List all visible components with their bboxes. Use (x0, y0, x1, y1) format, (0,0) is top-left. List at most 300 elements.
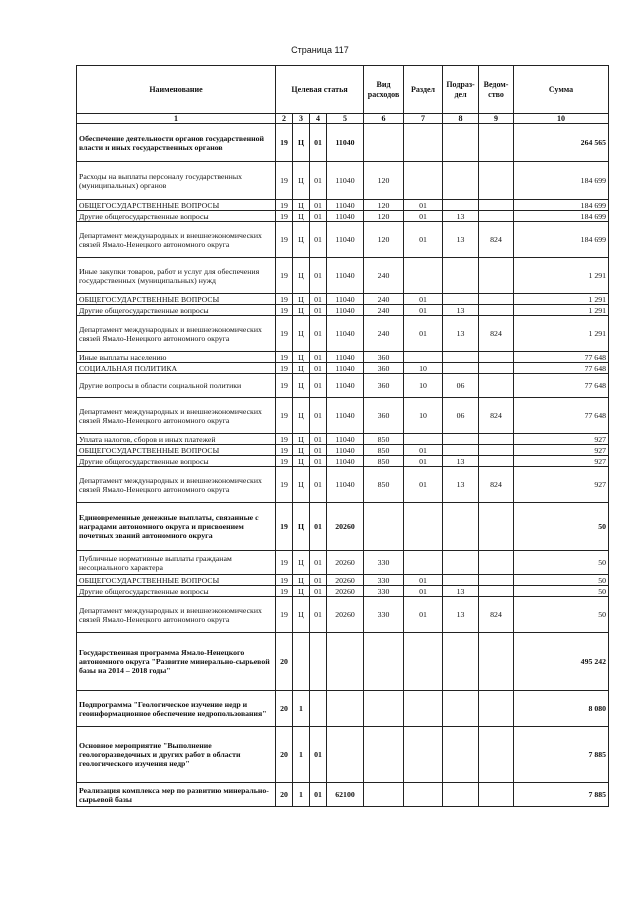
cell-target-code: 11040 (327, 467, 364, 503)
cell-target-code: 20260 (327, 597, 364, 633)
table-row (77, 294, 609, 305)
cell-target-event (310, 633, 327, 691)
cell-name: Другие общегосударственные вопросы (77, 456, 276, 467)
cell-target-program: 19 (276, 222, 293, 258)
cell-target-program: 19 (276, 316, 293, 352)
cell-vid: 360 (364, 363, 404, 374)
cell-target-subprogram: Ц (293, 305, 310, 316)
cell-target-event: 01 (310, 398, 327, 434)
cell-sum: 927 (514, 456, 609, 467)
cell-target-code (327, 633, 364, 691)
cell-vedomstvo (479, 363, 514, 374)
cell-target-subprogram: Ц (293, 352, 310, 363)
cell-vedomstvo (479, 633, 514, 691)
cell-target-event: 01 (310, 222, 327, 258)
cell-target-code: 11040 (327, 374, 364, 398)
cell-name: Расходы на выплаты персоналу государственных (муниципальных) органов (77, 162, 276, 200)
cell-target-program: 19 (276, 597, 293, 633)
cell-sum: 927 (514, 434, 609, 445)
table-row (77, 352, 609, 363)
cell-vid: 360 (364, 352, 404, 363)
cell-sum: 50 (514, 575, 609, 586)
cell-name: Департамент международных и внешнеэкономических связей Ямало-Ненецкого автономного округа (77, 222, 276, 258)
cell-vedomstvo (479, 258, 514, 294)
cell-podrazdel: 13 (443, 316, 479, 352)
cell-razdel: 10 (404, 398, 443, 434)
cell-target-subprogram: Ц (293, 211, 310, 222)
cell-razdel: 01 (404, 575, 443, 586)
cell-target-program: 19 (276, 162, 293, 200)
cell-target-code: 11040 (327, 124, 364, 162)
table-row (77, 200, 609, 211)
col-number: 3 (293, 114, 310, 124)
cell-vedomstvo (479, 434, 514, 445)
cell-vedomstvo (479, 551, 514, 575)
cell-razdel (404, 162, 443, 200)
cell-sum: 50 (514, 503, 609, 551)
cell-target-program: 19 (276, 200, 293, 211)
cell-vid (364, 503, 404, 551)
cell-target-event: 01 (310, 363, 327, 374)
cell-name: Иные выплаты населению (77, 352, 276, 363)
cell-name: Единовременные денежные выплаты, связанные с наградами автономного округа и присвоением почетных званий автономного округа (77, 503, 276, 551)
cell-target-code: 11040 (327, 445, 364, 456)
table-row (77, 445, 609, 456)
cell-vedomstvo (479, 691, 514, 727)
cell-vedomstvo: 824 (479, 316, 514, 352)
col-number: 10 (514, 114, 609, 124)
cell-name: Другие вопросы в области социальной политики (77, 374, 276, 398)
table-row (77, 162, 609, 200)
cell-target-code: 20260 (327, 586, 364, 597)
cell-vid: 850 (364, 467, 404, 503)
cell-target-code: 20260 (327, 551, 364, 575)
cell-sum: 1 291 (514, 258, 609, 294)
cell-target-event: 01 (310, 434, 327, 445)
cell-razdel (404, 258, 443, 294)
cell-target-program: 19 (276, 363, 293, 374)
cell-vedomstvo (479, 374, 514, 398)
cell-razdel (404, 691, 443, 727)
cell-podrazdel (443, 200, 479, 211)
cell-sum: 495 242 (514, 633, 609, 691)
cell-vid (364, 783, 404, 807)
cell-razdel: 01 (404, 305, 443, 316)
cell-vid: 240 (364, 294, 404, 305)
cell-name: Реализация комплекса мер по развитию минерально-сырьевой базы (77, 783, 276, 807)
cell-target-event: 01 (310, 124, 327, 162)
cell-name: Другие общегосударственные вопросы (77, 586, 276, 597)
cell-target-program: 20 (276, 633, 293, 691)
cell-sum: 50 (514, 551, 609, 575)
cell-name: ОБЩЕГОСУДАРСТВЕННЫЕ ВОПРОСЫ (77, 575, 276, 586)
cell-target-event: 01 (310, 783, 327, 807)
cell-vid: 850 (364, 434, 404, 445)
cell-target-program: 19 (276, 503, 293, 551)
col-number: 1 (77, 114, 276, 124)
cell-target-event: 01 (310, 727, 327, 783)
cell-vedomstvo: 824 (479, 398, 514, 434)
cell-target-event: 01 (310, 162, 327, 200)
cell-name: Публичные нормативные выплаты гражданам несоциального характера (77, 551, 276, 575)
table-row (77, 211, 609, 222)
table-row (77, 258, 609, 294)
cell-target-program: 19 (276, 211, 293, 222)
cell-vid: 330 (364, 586, 404, 597)
cell-vedomstvo (479, 162, 514, 200)
cell-vedomstvo (479, 352, 514, 363)
cell-name: Другие общегосударственные вопросы (77, 211, 276, 222)
cell-vid: 120 (364, 222, 404, 258)
cell-vid: 120 (364, 200, 404, 211)
cell-razdel: 01 (404, 200, 443, 211)
col-number: 8 (443, 114, 479, 124)
cell-sum: 77 648 (514, 398, 609, 434)
cell-sum: 7 885 (514, 783, 609, 807)
cell-vedomstvo (479, 294, 514, 305)
cell-podrazdel (443, 551, 479, 575)
cell-target-event: 01 (310, 551, 327, 575)
cell-sum: 184 699 (514, 200, 609, 211)
cell-target-subprogram: Ц (293, 398, 310, 434)
table-row (77, 597, 609, 633)
cell-target-subprogram: Ц (293, 586, 310, 597)
cell-sum: 264 565 (514, 124, 609, 162)
cell-podrazdel (443, 633, 479, 691)
cell-target-event: 01 (310, 503, 327, 551)
cell-target-event: 01 (310, 445, 327, 456)
cell-vedomstvo: 824 (479, 467, 514, 503)
cell-podrazdel: 13 (443, 456, 479, 467)
cell-razdel: 01 (404, 456, 443, 467)
cell-target-code: 11040 (327, 434, 364, 445)
cell-target-code: 11040 (327, 305, 364, 316)
cell-target-subprogram: Ц (293, 162, 310, 200)
cell-target-event: 01 (310, 294, 327, 305)
cell-target-program: 19 (276, 575, 293, 586)
cell-vid: 330 (364, 597, 404, 633)
cell-sum: 77 648 (514, 374, 609, 398)
col-number: 2 (276, 114, 293, 124)
cell-target-code (327, 727, 364, 783)
cell-vedomstvo: 824 (479, 597, 514, 633)
cell-target-event: 01 (310, 586, 327, 597)
cell-razdel (404, 551, 443, 575)
cell-target-subprogram: Ц (293, 294, 310, 305)
header-row (77, 66, 609, 114)
table-row (77, 633, 609, 691)
table-row (77, 551, 609, 575)
cell-target-code: 11040 (327, 294, 364, 305)
cell-target-code: 20260 (327, 503, 364, 551)
cell-target-event: 01 (310, 597, 327, 633)
cell-sum: 50 (514, 586, 609, 597)
cell-podrazdel: 06 (443, 398, 479, 434)
column-number-row (77, 114, 609, 124)
cell-target-event: 01 (310, 258, 327, 294)
header-target: Целевая статья (276, 66, 364, 114)
cell-name: Государственная программа Ямало-Ненецкого автономного округа "Развитие минерально-сырьевой базы на 2014 – 2018 годы" (77, 633, 276, 691)
cell-vedomstvo (479, 456, 514, 467)
cell-podrazdel (443, 162, 479, 200)
cell-podrazdel (443, 503, 479, 551)
table-row (77, 398, 609, 434)
cell-razdel: 01 (404, 445, 443, 456)
col-number: 9 (479, 114, 514, 124)
cell-sum: 1 291 (514, 294, 609, 305)
cell-vid: 240 (364, 316, 404, 352)
cell-podrazdel (443, 258, 479, 294)
cell-name: Департамент международных и внешнеэкономических связей Ямало-Ненецкого автономного округа (77, 467, 276, 503)
cell-target-subprogram: Ц (293, 124, 310, 162)
header-vid: Вид расходов (364, 66, 404, 114)
cell-sum: 1 291 (514, 305, 609, 316)
cell-name: ОБЩЕГОСУДАРСТВЕННЫЕ ВОПРОСЫ (77, 200, 276, 211)
cell-podrazdel (443, 294, 479, 305)
table-row (77, 586, 609, 597)
cell-vedomstvo (479, 727, 514, 783)
cell-target-program: 20 (276, 783, 293, 807)
cell-sum: 184 699 (514, 222, 609, 258)
cell-podrazdel: 13 (443, 222, 479, 258)
cell-target-event: 01 (310, 467, 327, 503)
cell-target-program: 19 (276, 434, 293, 445)
cell-razdel (404, 633, 443, 691)
cell-target-code: 11040 (327, 200, 364, 211)
cell-razdel: 01 (404, 467, 443, 503)
cell-sum: 927 (514, 445, 609, 456)
cell-vid: 120 (364, 162, 404, 200)
cell-vid: 850 (364, 456, 404, 467)
table-row (77, 575, 609, 586)
cell-podrazdel (443, 124, 479, 162)
cell-target-subprogram: Ц (293, 445, 310, 456)
cell-podrazdel (443, 783, 479, 807)
header-summa: Сумма (514, 66, 609, 114)
cell-target-program: 19 (276, 456, 293, 467)
cell-sum: 50 (514, 597, 609, 633)
cell-target-subprogram: Ц (293, 258, 310, 294)
cell-target-subprogram: Ц (293, 200, 310, 211)
cell-podrazdel (443, 445, 479, 456)
cell-podrazdel (443, 434, 479, 445)
cell-target-subprogram: Ц (293, 316, 310, 352)
cell-razdel: 10 (404, 374, 443, 398)
cell-vedomstvo (479, 503, 514, 551)
cell-razdel (404, 124, 443, 162)
cell-target-subprogram: 1 (293, 783, 310, 807)
cell-target-subprogram: Ц (293, 551, 310, 575)
cell-target-code: 20260 (327, 575, 364, 586)
cell-vid: 330 (364, 575, 404, 586)
cell-razdel: 01 (404, 586, 443, 597)
cell-target-subprogram: Ц (293, 597, 310, 633)
cell-target-code: 11040 (327, 162, 364, 200)
cell-name: Подпрограмма "Геологическое изучение недр и геоинформационное обеспечение недропользования" (77, 691, 276, 727)
col-number: 6 (364, 114, 404, 124)
table-row (77, 503, 609, 551)
table-body (77, 124, 609, 807)
table-row (77, 305, 609, 316)
cell-sum: 77 648 (514, 352, 609, 363)
cell-podrazdel: 13 (443, 305, 479, 316)
cell-sum: 77 648 (514, 363, 609, 374)
table-row (77, 456, 609, 467)
cell-target-program: 19 (276, 258, 293, 294)
col-number: 4 (310, 114, 327, 124)
col-number: 5 (327, 114, 364, 124)
cell-sum: 8 080 (514, 691, 609, 727)
cell-name: Департамент международных и внешнеэкономических связей Ямало-Ненецкого автономного округа (77, 398, 276, 434)
cell-target-code: 11040 (327, 398, 364, 434)
cell-sum: 1 291 (514, 316, 609, 352)
cell-target-subprogram: 1 (293, 691, 310, 727)
cell-target-event: 01 (310, 374, 327, 398)
cell-podrazdel: 13 (443, 586, 479, 597)
cell-podrazdel: 13 (443, 211, 479, 222)
cell-razdel: 01 (404, 597, 443, 633)
cell-target-code: 62100 (327, 783, 364, 807)
cell-podrazdel: 06 (443, 374, 479, 398)
header-vedomstvo: Ведом- ство (479, 66, 514, 114)
cell-razdel: 10 (404, 363, 443, 374)
cell-vedomstvo (479, 586, 514, 597)
cell-razdel: 01 (404, 294, 443, 305)
table-row (77, 434, 609, 445)
cell-vedomstvo (479, 305, 514, 316)
cell-target-event (310, 691, 327, 727)
cell-target-program: 19 (276, 305, 293, 316)
cell-razdel (404, 503, 443, 551)
cell-target-program: 19 (276, 352, 293, 363)
cell-target-event: 01 (310, 456, 327, 467)
cell-target-program: 20 (276, 727, 293, 783)
cell-vedomstvo (479, 211, 514, 222)
cell-target-code: 11040 (327, 211, 364, 222)
cell-sum: 184 699 (514, 162, 609, 200)
cell-sum: 184 699 (514, 211, 609, 222)
cell-target-program: 19 (276, 445, 293, 456)
page-number: Страница 117 (291, 45, 349, 55)
cell-target-subprogram (293, 633, 310, 691)
cell-vid (364, 633, 404, 691)
cell-razdel: 01 (404, 211, 443, 222)
cell-target-code (327, 691, 364, 727)
cell-vedomstvo (479, 783, 514, 807)
table-row (77, 363, 609, 374)
cell-target-code: 11040 (327, 456, 364, 467)
cell-vedomstvo (479, 124, 514, 162)
cell-vid: 240 (364, 258, 404, 294)
header-razdel: Раздел (404, 66, 443, 114)
cell-podrazdel: 13 (443, 467, 479, 503)
cell-name: Уплата налогов, сборов и иных платежей (77, 434, 276, 445)
cell-name: Другие общегосударственные вопросы (77, 305, 276, 316)
cell-target-event: 01 (310, 316, 327, 352)
header-name: Наименование (77, 66, 276, 114)
budget-table (76, 65, 609, 807)
cell-target-subprogram: Ц (293, 434, 310, 445)
cell-name: Департамент международных и внешнеэкономических связей Ямало-Ненецкого автономного округа (77, 316, 276, 352)
cell-razdel: 01 (404, 316, 443, 352)
cell-target-code: 11040 (327, 316, 364, 352)
cell-name: Департамент международных и внешнеэкономических связей Ямало-Ненецкого автономного округа (77, 597, 276, 633)
cell-target-event: 01 (310, 200, 327, 211)
cell-name: Обеспечение деятельности органов государственной власти и иных государственных органов (77, 124, 276, 162)
col-number: 7 (404, 114, 443, 124)
cell-razdel (404, 352, 443, 363)
cell-target-event: 01 (310, 211, 327, 222)
cell-target-event: 01 (310, 575, 327, 586)
cell-podrazdel (443, 575, 479, 586)
cell-sum: 7 885 (514, 727, 609, 783)
table-row (77, 374, 609, 398)
cell-vid (364, 691, 404, 727)
cell-target-event: 01 (310, 352, 327, 363)
cell-razdel (404, 434, 443, 445)
cell-vid: 120 (364, 211, 404, 222)
cell-target-subprogram: Ц (293, 575, 310, 586)
cell-target-code: 11040 (327, 363, 364, 374)
cell-name: СОЦИАЛЬНАЯ ПОЛИТИКА (77, 363, 276, 374)
cell-target-subprogram: 1 (293, 727, 310, 783)
cell-name: Иные закупки товаров, работ и услуг для обеспечения государственных (муниципальных) нужд (77, 258, 276, 294)
cell-target-code: 11040 (327, 352, 364, 363)
cell-target-program: 19 (276, 467, 293, 503)
cell-podrazdel (443, 691, 479, 727)
cell-vid (364, 727, 404, 783)
cell-razdel: 01 (404, 222, 443, 258)
cell-target-program: 19 (276, 586, 293, 597)
cell-podrazdel (443, 727, 479, 783)
header-podrazdel: Подраз- дел (443, 66, 479, 114)
cell-vid: 360 (364, 398, 404, 434)
cell-target-subprogram: Ц (293, 456, 310, 467)
table-row (77, 691, 609, 727)
cell-target-subprogram: Ц (293, 467, 310, 503)
cell-podrazdel: 13 (443, 597, 479, 633)
cell-vedomstvo (479, 200, 514, 211)
cell-target-program: 19 (276, 374, 293, 398)
cell-target-subprogram: Ц (293, 374, 310, 398)
cell-vedomstvo (479, 445, 514, 456)
cell-target-program: 19 (276, 398, 293, 434)
cell-vedomstvo: 824 (479, 222, 514, 258)
cell-name: Основное мероприятие "Выполнение геологоразведочных и других работ в области геологического изучения недр" (77, 727, 276, 783)
cell-target-code: 11040 (327, 222, 364, 258)
cell-vid: 850 (364, 445, 404, 456)
cell-vid: 360 (364, 374, 404, 398)
cell-target-program: 19 (276, 294, 293, 305)
cell-target-program: 20 (276, 691, 293, 727)
table-row (77, 783, 609, 807)
cell-podrazdel (443, 352, 479, 363)
cell-target-subprogram: Ц (293, 222, 310, 258)
cell-sum: 927 (514, 467, 609, 503)
cell-target-event: 01 (310, 305, 327, 316)
cell-target-subprogram: Ц (293, 503, 310, 551)
cell-vid: 240 (364, 305, 404, 316)
cell-target-program: 19 (276, 124, 293, 162)
cell-target-program: 19 (276, 551, 293, 575)
cell-target-code: 11040 (327, 258, 364, 294)
table-row (77, 727, 609, 783)
cell-target-subprogram: Ц (293, 363, 310, 374)
cell-razdel (404, 727, 443, 783)
cell-vid (364, 124, 404, 162)
cell-razdel (404, 783, 443, 807)
table-row (77, 222, 609, 258)
